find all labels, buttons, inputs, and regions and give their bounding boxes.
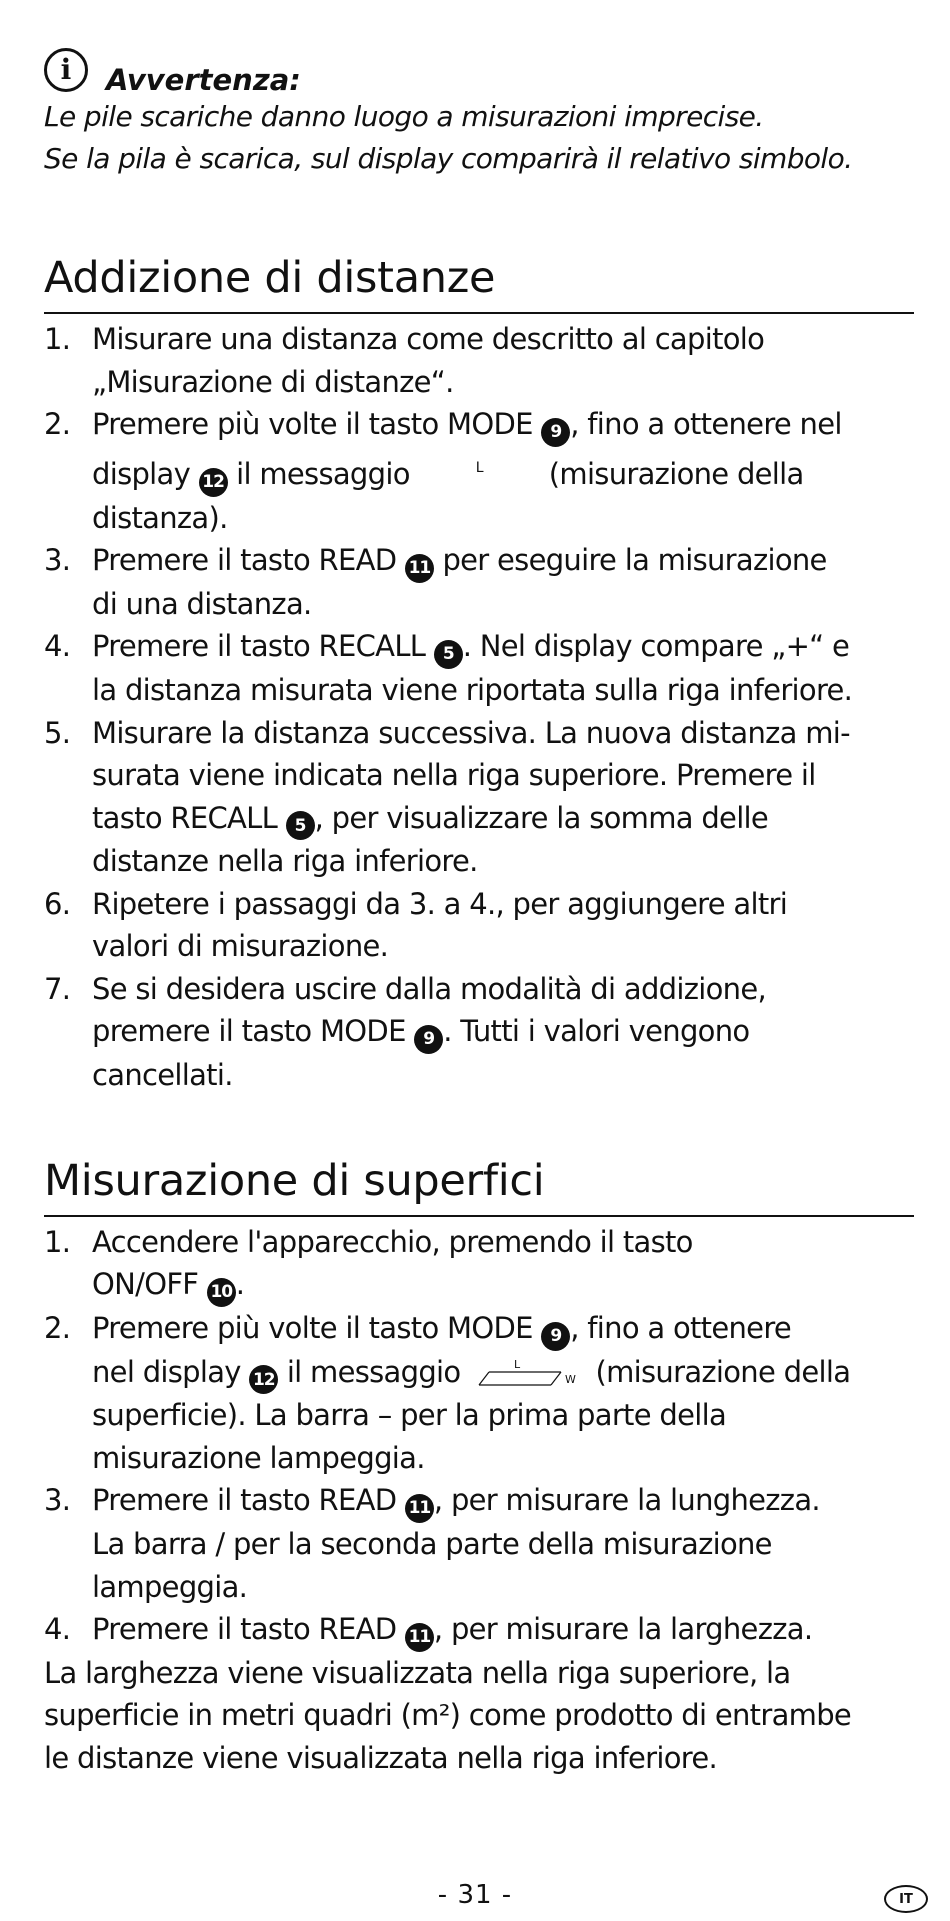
language-badge: IT [884, 1885, 928, 1913]
list-item [44, 1608, 914, 1652]
warning-box [44, 44, 914, 180]
list-item [44, 883, 914, 968]
area-symbol-left-edge [479, 1372, 489, 1385]
step-text: Premere più volte il tasto MODE [92, 1310, 542, 1345]
warning-text-line: Se la pila è scarica, sul display comparirà il relativo simbolo. [44, 142, 853, 175]
step-text-line: Accendere l'apparecchio, premendo il tasto [92, 1224, 693, 1259]
callout-badge: 11 [405, 1494, 434, 1523]
callout-badge: 9 [541, 1322, 570, 1351]
callout-badge: 11 [405, 1623, 434, 1652]
list-item [44, 712, 914, 883]
step-text: display [92, 456, 199, 491]
list-item [44, 1221, 914, 1307]
callout-badge: 5 [286, 811, 315, 840]
step-number: 6. [44, 886, 71, 921]
area-symbol-length-label: L [513, 1357, 520, 1371]
step-text: , fino a ottenere nel [570, 407, 842, 441]
step-text-line: cancellati. [92, 1058, 233, 1092]
paragraph-line: le distanze viene visualizzata nella riga inferiore. [44, 1740, 718, 1775]
step-text: , per visualizzare la somma delle [314, 800, 769, 835]
step-text-line: Se si desidera uscire dalla modalità di addizione, [92, 971, 766, 1006]
steps-list [44, 318, 914, 1097]
list-item [44, 318, 914, 403]
callout-badge: 5 [434, 640, 463, 669]
step-number: 3. [44, 1483, 71, 1518]
step-text: Premere più volte il tasto MODE [92, 407, 542, 441]
step-text: , per misurare la lunghezza. [433, 1483, 820, 1518]
step-text: ON/OFF [92, 1267, 207, 1301]
warning-header [44, 44, 914, 96]
step-text: per eseguire la misurazione [433, 543, 827, 577]
step-text-line: lampeggia. [92, 1569, 248, 1604]
area-symbol-right-edge [551, 1372, 561, 1385]
step-text: Premere il tasto RECALL [92, 629, 434, 664]
step-text-line: „Misurazione di distanze“. [92, 364, 454, 399]
callout-badge: 12 [249, 1365, 278, 1394]
step-number: 7. [44, 971, 71, 1006]
step-text: Premere il tasto READ [92, 1483, 405, 1518]
step-text: il messaggio [278, 1354, 469, 1389]
page-number: - 31 - [437, 1880, 513, 1910]
step-text: , per misurare la larghezza. [433, 1612, 813, 1646]
step-number: 2. [44, 1310, 71, 1345]
step-text: (misurazione della [540, 456, 804, 491]
step-text: . Nel display compare „+“ e [462, 629, 850, 664]
step-text: nel display [92, 1354, 250, 1389]
list-item [44, 625, 914, 711]
callout-badge: 11 [405, 554, 434, 583]
step-text-line: Misurare la distanza successiva. La nuova distanza mi- [92, 715, 850, 750]
list-item [44, 1479, 914, 1608]
warning-title: Avvertenza: [106, 63, 301, 97]
step-text: il messaggio [227, 456, 419, 491]
step-text-line: Ripetere i passaggi da 3. a 4., per aggiungere altri [92, 886, 788, 921]
step-text: Premere il tasto READ [92, 1612, 405, 1646]
info-icon: i [44, 48, 88, 92]
step-text: , fino a ottenere [570, 1310, 792, 1345]
list-item [44, 968, 914, 1097]
step-text-line: Misurare una distanza come descritto al capitolo [92, 322, 765, 356]
list-item [44, 539, 914, 625]
callout-badge: 12 [199, 468, 228, 497]
area-symbol-width-label: W [564, 1372, 576, 1386]
step-text: (misurazione della [586, 1354, 851, 1389]
step-number: 3. [44, 543, 71, 577]
section-area-measurement [44, 1153, 914, 1780]
paragraph-line: La larghezza viene visualizzata nella riga superiore, la [44, 1655, 791, 1690]
closing-paragraph [44, 1652, 914, 1780]
manual-page [44, 44, 914, 1779]
step-text: . Tutti i valori vengono [443, 1014, 750, 1049]
step-number: 2. [44, 407, 71, 441]
step-number: 1. [44, 322, 71, 356]
step-number: 5. [44, 715, 71, 750]
step-text-line: valori di misurazione. [92, 929, 389, 964]
length-mode-symbol: L [475, 459, 483, 476]
step-text-line: di una distanza. [92, 586, 312, 621]
step-number: 4. [44, 1612, 71, 1646]
callout-badge: 10 [207, 1278, 236, 1307]
section-heading: Misurazione di superfici [44, 1153, 914, 1217]
step-text-line: distanze nella riga inferiore. [92, 844, 478, 879]
step-number: 1. [44, 1224, 71, 1259]
step-text: tasto RECALL [92, 800, 286, 835]
list-item [44, 403, 914, 539]
paragraph-line: superficie in metri quadri (m²) come prodotto di entrambe [44, 1698, 852, 1733]
step-text: Premere il tasto READ [92, 543, 405, 577]
callout-badge: 9 [541, 418, 570, 447]
area-mode-symbol [469, 1358, 587, 1388]
section-heading: Addizione di distanze [44, 250, 914, 314]
section-distance-addition [44, 250, 914, 1097]
step-text: premere il tasto MODE [92, 1014, 415, 1049]
step-text-line: misurazione lampeggia. [92, 1440, 425, 1475]
callout-badge: 9 [414, 1025, 443, 1054]
step-number: 4. [44, 629, 71, 664]
step-text-line: superficie). La barra – per la prima parte della [92, 1398, 727, 1433]
list-item [44, 1307, 914, 1480]
step-text-line: distanza). [92, 500, 228, 535]
step-text: . [235, 1267, 245, 1301]
steps-list [44, 1221, 914, 1652]
step-text-line: surata viene indicata nella riga superiore. Premere il [92, 758, 816, 792]
warning-text-line: Le pile scariche danno luogo a misurazioni imprecise. [44, 100, 764, 133]
step-text-line: la distanza misurata viene riportata sulla riga inferiore. [92, 673, 853, 707]
step-text-line: La barra / per la seconda parte della misurazione [92, 1527, 772, 1561]
